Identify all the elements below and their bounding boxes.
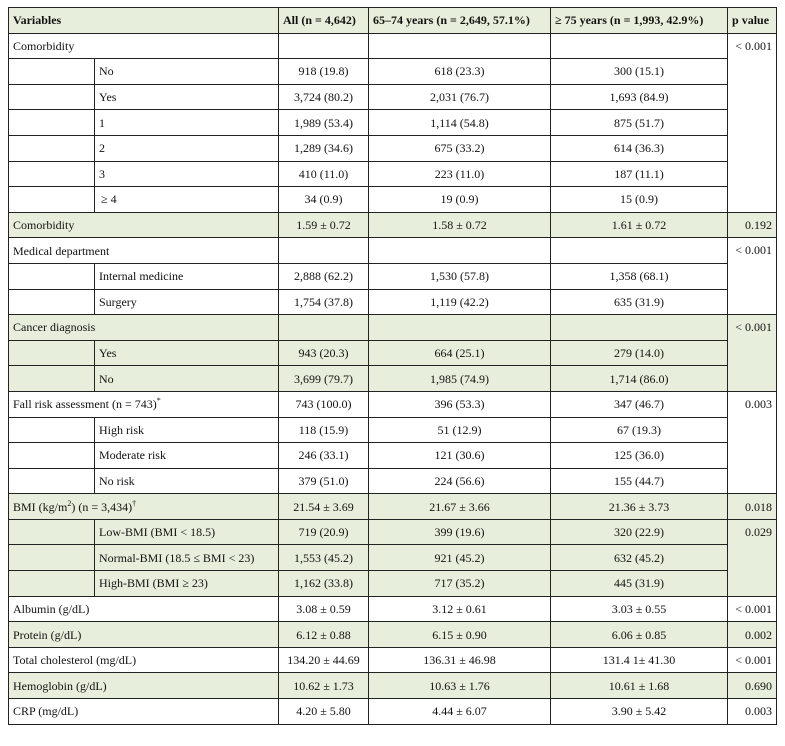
cell-65-74: 618 (23.3) <box>369 59 551 85</box>
p-value-cell: 0.003 <box>728 391 777 493</box>
row-label: Internal medicine <box>95 263 279 289</box>
p-value-cell: < 0.001 <box>728 33 777 212</box>
cell-75-plus: 1,714 (86.0) <box>551 366 728 392</box>
cell-65-74: 399 (19.6) <box>369 519 551 545</box>
indent-cell <box>9 84 95 110</box>
table-row <box>9 417 777 443</box>
row-label: No <box>95 59 279 85</box>
cell-65-74: 3.12 ± 0.61 <box>369 596 551 622</box>
cell-all: 4.20 ± 5.80 <box>279 699 369 725</box>
indent-cell <box>9 161 95 187</box>
row-label: Low-BMI (BMI < 18.5) <box>95 519 279 545</box>
indent-cell <box>9 417 95 443</box>
table-row <box>9 238 777 264</box>
cell-65-74: 224 (56.6) <box>369 468 551 494</box>
header-65-74: 65–74 years (n = 2,649, 57.1%) <box>369 8 551 34</box>
table-row <box>9 571 777 597</box>
cell-all: 2,888 (62.2) <box>279 263 369 289</box>
row-label: No <box>95 366 279 392</box>
table-row <box>9 289 777 315</box>
cell-75-plus: 300 (15.1) <box>551 59 728 85</box>
cell-all: 743 (100.0) <box>279 391 369 417</box>
cell-75-plus: 15 (0.9) <box>551 187 728 213</box>
cell-all: 719 (20.9) <box>279 519 369 545</box>
bmi-label-post: ) (n = 3,434) <box>71 499 133 514</box>
cell-75-plus: 131.4 1± 41.30 <box>551 647 728 673</box>
cell-all: 918 (19.8) <box>279 59 369 85</box>
cell-65-74: 10.63 ± 1.76 <box>369 673 551 699</box>
table-row <box>9 59 777 85</box>
cell-all: 1,989 (53.4) <box>279 110 369 136</box>
table-row <box>9 187 777 213</box>
cell-all: 943 (20.3) <box>279 340 369 366</box>
cell-75-plus: 155 (44.7) <box>551 468 728 494</box>
table-row <box>9 84 777 110</box>
table-row <box>9 699 777 725</box>
p-value-cell: < 0.001 <box>728 647 777 673</box>
cell-65-74: 6.15 ± 0.90 <box>369 622 551 648</box>
cell-all: 118 (15.9) <box>279 417 369 443</box>
cell-75-plus: 614 (36.3) <box>551 135 728 161</box>
row-label: Hemoglobin (g/dL) <box>9 673 279 699</box>
cell-75-plus: 21.36 ± 3.73 <box>551 494 728 520</box>
p-value-cell: 0.003 <box>728 699 777 725</box>
table-row <box>9 545 777 571</box>
cell-75-plus: 3.90 ± 5.42 <box>551 699 728 725</box>
cell-all: 379 (51.0) <box>279 468 369 494</box>
p-value-cell: 0.192 <box>728 212 777 238</box>
row-label: ≥ 4 <box>95 187 279 213</box>
p-value-cell: 0.029 <box>728 519 777 596</box>
indent-cell <box>9 443 95 469</box>
cell-all: 3,724 (80.2) <box>279 84 369 110</box>
cell-65-74: 51 (12.9) <box>369 417 551 443</box>
cell-65-74: 21.67 ± 3.66 <box>369 494 551 520</box>
p-value-cell: < 0.001 <box>728 238 777 315</box>
cell-65-74: 1,985 (74.9) <box>369 366 551 392</box>
cell-empty <box>369 315 551 341</box>
cell-75-plus: 279 (14.0) <box>551 340 728 366</box>
bmi-label-pre: BMI (kg/m <box>13 499 68 514</box>
p-value-cell: 0.018 <box>728 494 777 520</box>
table-row <box>9 443 777 469</box>
row-label: Yes <box>95 84 279 110</box>
cell-empty <box>369 33 551 59</box>
header-p-value: p value <box>728 8 777 34</box>
cell-all: 1,553 (45.2) <box>279 545 369 571</box>
cell-75-plus: 3.03 ± 0.55 <box>551 596 728 622</box>
cell-75-plus: 347 (46.7) <box>551 391 728 417</box>
cell-65-74: 921 (45.2) <box>369 545 551 571</box>
table-row <box>9 135 777 161</box>
table-row <box>9 340 777 366</box>
table-row <box>9 647 777 673</box>
table-row <box>9 494 777 520</box>
cell-75-plus: 67 (19.3) <box>551 417 728 443</box>
cell-75-plus: 6.06 ± 0.85 <box>551 622 728 648</box>
header-all: All (n = 4,642) <box>279 8 369 34</box>
table-row <box>9 212 777 238</box>
cell-65-74: 223 (11.0) <box>369 161 551 187</box>
cell-all: 1,754 (37.8) <box>279 289 369 315</box>
row-label: Total cholesterol (mg/dL) <box>9 647 279 673</box>
footnote-mark: * <box>156 396 161 406</box>
row-label: Surgery <box>95 289 279 315</box>
cell-65-74: 675 (33.2) <box>369 135 551 161</box>
cell-75-plus: 1.61 ± 0.72 <box>551 212 728 238</box>
cell-all: 410 (11.0) <box>279 161 369 187</box>
table-row <box>9 315 777 341</box>
indent-cell <box>9 110 95 136</box>
row-label: High-BMI (BMI ≥ 23) <box>95 571 279 597</box>
table-row <box>9 366 777 392</box>
cell-all: 3.08 ± 0.59 <box>279 596 369 622</box>
cell-65-74: 4.44 ± 6.07 <box>369 699 551 725</box>
cell-all: 1,289 (34.6) <box>279 135 369 161</box>
row-label: No risk <box>95 468 279 494</box>
cell-65-74: 19 (0.9) <box>369 187 551 213</box>
row-label: Moderate risk <box>95 443 279 469</box>
table-row <box>9 519 777 545</box>
cell-75-plus: 10.61 ± 1.68 <box>551 673 728 699</box>
table-row <box>9 673 777 699</box>
characteristics-table <box>8 7 777 725</box>
table-row <box>9 110 777 136</box>
indent-cell <box>9 519 95 545</box>
cell-75-plus: 875 (51.7) <box>551 110 728 136</box>
indent-cell <box>9 59 95 85</box>
row-label: High risk <box>95 417 279 443</box>
cell-all: 10.62 ± 1.73 <box>279 673 369 699</box>
row-label: 2 <box>95 135 279 161</box>
row-label: Medical department <box>9 238 279 264</box>
cell-empty <box>279 238 369 264</box>
table-row <box>9 391 777 417</box>
cell-75-plus: 635 (31.9) <box>551 289 728 315</box>
cell-75-plus: 187 (11.1) <box>551 161 728 187</box>
cell-all: 1,162 (33.8) <box>279 571 369 597</box>
cell-all: 1.59 ± 0.72 <box>279 212 369 238</box>
cell-75-plus: 320 (22.9) <box>551 519 728 545</box>
cell-65-74: 1,119 (42.2) <box>369 289 551 315</box>
row-label: Comorbidity <box>9 33 279 59</box>
row-label: Protein (g/dL) <box>9 622 279 648</box>
cell-75-plus: 445 (31.9) <box>551 571 728 597</box>
cell-all: 134.20 ± 44.69 <box>279 647 369 673</box>
row-label <box>9 494 279 520</box>
cell-all: 246 (33.1) <box>279 443 369 469</box>
row-label: 3 <box>95 161 279 187</box>
cell-65-74: 1,530 (57.8) <box>369 263 551 289</box>
indent-cell <box>9 468 95 494</box>
cell-empty <box>279 315 369 341</box>
cell-65-74: 664 (25.1) <box>369 340 551 366</box>
indent-cell <box>9 545 95 571</box>
cell-75-plus: 1,693 (84.9) <box>551 84 728 110</box>
cell-all: 34 (0.9) <box>279 187 369 213</box>
cell-empty <box>279 33 369 59</box>
table-row <box>9 468 777 494</box>
p-value-cell: < 0.001 <box>728 596 777 622</box>
row-label: 1 <box>95 110 279 136</box>
cell-75-plus: 125 (36.0) <box>551 443 728 469</box>
row-label: Albumin (g/dL) <box>9 596 279 622</box>
table-row <box>9 622 777 648</box>
row-label: CRP (mg/dL) <box>9 699 279 725</box>
indent-cell <box>9 366 95 392</box>
header-variables: Variables <box>9 8 279 34</box>
cell-75-plus: 632 (45.2) <box>551 545 728 571</box>
cell-65-74: 1.58 ± 0.72 <box>369 212 551 238</box>
footnote-mark: † <box>132 498 137 508</box>
cell-65-74: 136.31 ± 46.98 <box>369 647 551 673</box>
table-row <box>9 161 777 187</box>
cell-65-74: 396 (53.3) <box>369 391 551 417</box>
indent-cell <box>9 187 95 213</box>
p-value-cell: 0.002 <box>728 622 777 648</box>
row-label: Comorbidity <box>9 212 279 238</box>
cell-65-74: 1,114 (54.8) <box>369 110 551 136</box>
cell-65-74: 121 (30.6) <box>369 443 551 469</box>
bmi-label-sup: 2 <box>67 498 72 508</box>
row-label: Yes <box>95 340 279 366</box>
indent-cell <box>9 571 95 597</box>
cell-empty <box>551 33 728 59</box>
table-row <box>9 33 777 59</box>
cell-all: 6.12 ± 0.88 <box>279 622 369 648</box>
table-row <box>9 263 777 289</box>
cell-all: 21.54 ± 3.69 <box>279 494 369 520</box>
table-row <box>9 596 777 622</box>
fall-label: Fall risk assessment (n = 743) <box>13 397 157 412</box>
cell-65-74: 2,031 (76.7) <box>369 84 551 110</box>
row-label <box>9 391 279 417</box>
indent-cell <box>9 135 95 161</box>
row-label: Normal-BMI (18.5 ≤ BMI < 23) <box>95 545 279 571</box>
cell-75-plus: 1,358 (68.1) <box>551 263 728 289</box>
header-75-plus: ≥ 75 years (n = 1,993, 42.9%) <box>551 8 728 34</box>
cell-empty <box>551 315 728 341</box>
cell-all: 3,699 (79.7) <box>279 366 369 392</box>
indent-cell <box>9 340 95 366</box>
p-value-cell: < 0.001 <box>728 315 777 392</box>
cell-65-74: 717 (35.2) <box>369 571 551 597</box>
cell-empty <box>369 238 551 264</box>
indent-cell <box>9 263 95 289</box>
row-label: Cancer diagnosis <box>9 315 279 341</box>
header-row <box>9 8 777 34</box>
indent-cell <box>9 289 95 315</box>
p-value-cell: 0.690 <box>728 673 777 699</box>
cell-empty <box>551 238 728 264</box>
